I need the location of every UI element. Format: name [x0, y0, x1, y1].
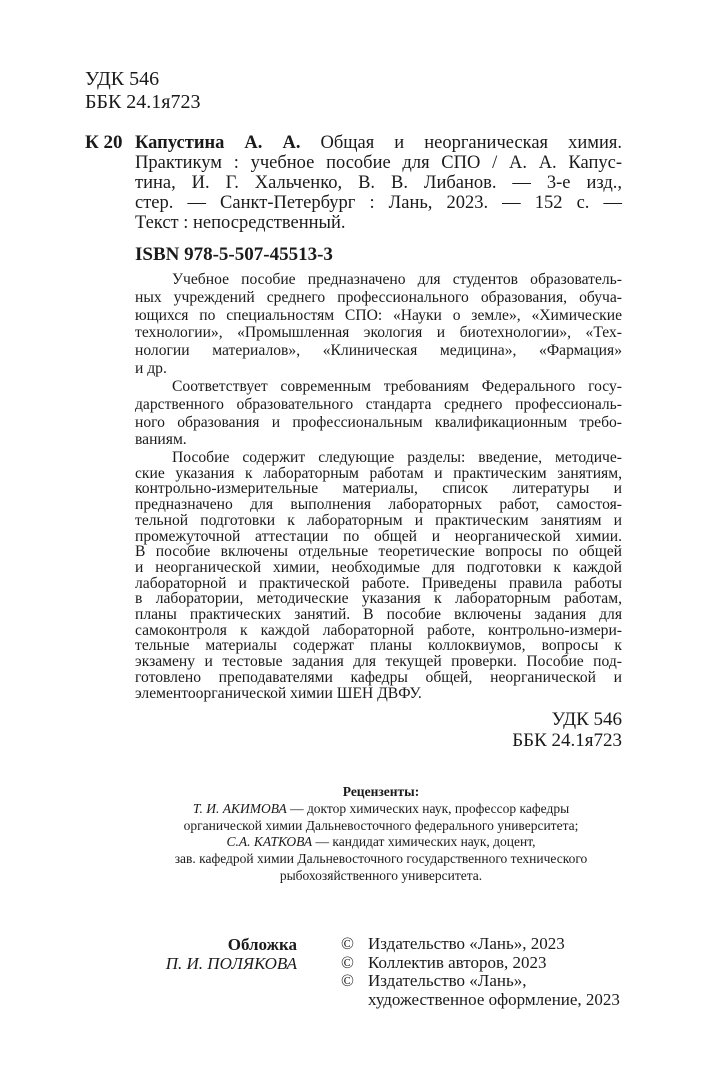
udk-code: УДК 546 [85, 68, 160, 90]
bbk-code: ББК 24.1я723 [85, 91, 201, 113]
copyright-icon: © [341, 971, 354, 990]
reviewer-1-title: — доктор химических наук, профессор кафедры [286, 800, 570, 816]
annotation-paragraph-2 [135, 378, 622, 449]
text-line: элементоорганической химии ШЕН ДВФУ. [135, 684, 422, 702]
copyright-authors: Коллектив авторов, 2023 [368, 952, 547, 972]
text-line: Соответствует современным требованиям Федерального госу- [172, 378, 622, 395]
text-line: ваниям. [135, 431, 187, 449]
isbn: ISBN 978-5-507-45513-3 [135, 244, 333, 265]
bibliographic-record [135, 133, 622, 233]
cover-credit [166, 935, 297, 973]
cover-label: Обложка [227, 935, 297, 954]
udk-code-right: УДК 546 [551, 709, 622, 730]
text-line: предназначено для выполнения лабораторных работ, самостоя- [135, 496, 622, 514]
text-line: Пособие содержит следующие разделы: введение, методиче- [172, 449, 622, 466]
text-line: ных учреждений среднего профессионального образования, обуча- [135, 288, 622, 306]
copyright-block [341, 935, 620, 1009]
cover-artist: П. И. ПОЛЯКОВА [165, 954, 297, 973]
reviewer-2-title: — кандидат химических наук, доцент, [312, 834, 536, 850]
biblio-line [135, 133, 622, 153]
reviewer-1-name: Т. И. АКИМОВА [192, 800, 287, 816]
reviewers-block [100, 784, 662, 885]
text-line: ющихся по специальностям СПО: «Науки о земле», «Химические [135, 306, 622, 324]
text-line: тельной подготовки к лабораторным и практическим занятиям и [135, 511, 622, 529]
text-line: и неорганической химии, необходимые для подготовки к каждой [135, 558, 622, 576]
classification-codes-right [512, 709, 622, 751]
text-line: тельные материалы содержат планы коллоквиумов, вопросы к [135, 637, 622, 655]
reviewer-2-affiliation: зав. кафедрой химии Дальневосточного государственного технического [174, 851, 588, 867]
reviewer-2-affiliation-cont: рыбохозяйственного университета. [279, 867, 483, 883]
text-line: Учебное пособие предназначено для студентов образователь- [172, 271, 622, 288]
copyright-design: Издательство «Лань», [368, 971, 527, 990]
text-line: промежуточной аттестации по общей и неорганической химии. [135, 527, 622, 545]
copyright-publisher: Издательство «Лань», 2023 [368, 934, 565, 953]
text-line: дарственного образовательного стандарта среднего профессиональ- [135, 395, 622, 413]
text-line: самоконтроля к каждой лабораторной работе, контрольно-измери- [135, 621, 622, 639]
biblio-line: тина, И. Г. Хальченко, В. В. Либанов. — 3-е изд., [135, 173, 622, 193]
text-line: ские указания к лабораторным работам и практическим занятиям, [135, 464, 622, 482]
author-mark: К 20 [85, 132, 123, 153]
text-line: экзамену и тестовые задания для текущей проверки. Пособие под- [135, 653, 622, 671]
text-line: контрольно-измерительные материалы, список литературы и [135, 480, 622, 498]
text-line: лабораторной и практической работе. Приведены правила работы [135, 574, 622, 592]
text-line: нологии материалов», «Клиническая медицина», «Фармация» [135, 342, 622, 360]
text-line: планы практических занятий. В пособие включены задания для [135, 606, 622, 624]
text-line: в лаборатории, методические указания к лабораторным работам, [135, 590, 622, 608]
bbk-code-right: ББК 24.1я723 [512, 730, 622, 751]
annotation-paragraph-3 [135, 450, 622, 701]
author-name: Капустина А. А. [135, 133, 301, 153]
biblio-line: стер. — Санкт-Петербург : Лань, 2023. — 152 с. — [135, 193, 622, 213]
reviewer-2-name: С.А. КАТКОВА [226, 834, 313, 850]
copyright-design-cont: художественное оформление, 2023 [368, 989, 620, 1009]
text-line: технологии», «Промышленная экология и биотехнологии», «Тех- [135, 324, 622, 342]
text-line: готовлено преподавателями кафедры общей, неорганической и [135, 668, 622, 686]
reviewer-1-affiliation: органической химии Дальневосточного федерального университета; [183, 817, 579, 833]
copyright-icon: © [341, 934, 354, 953]
copyright-icon: © [341, 952, 354, 972]
biblio-line: Текст : непосредственный. [135, 213, 346, 233]
text-line: и др. [135, 359, 167, 377]
text-line: ного образования и профессиональным квалификационным требо- [135, 413, 622, 431]
biblio-line: Практикум : учебное пособие для СПО / А. А. Капус- [135, 153, 622, 173]
book-title: Общая и неорганическая химия. [320, 133, 622, 153]
annotation-paragraph-1 [135, 271, 622, 378]
reviewers-title: Рецензенты: [342, 784, 420, 799]
text-line: В пособие включены отдельные теоретические вопросы по общей [135, 543, 622, 561]
